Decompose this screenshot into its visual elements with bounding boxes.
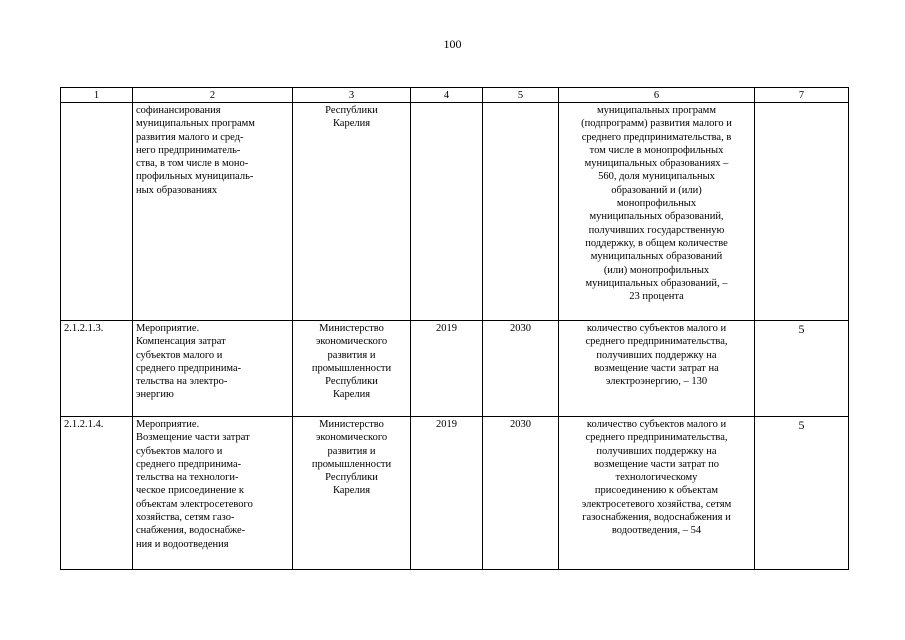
column-header-2: 2: [133, 88, 293, 103]
table-header-row: [61, 88, 849, 103]
row-name: софинансирования муниципальных программ развития малого и сред- него предприниматель- ства, в том числе в моно- профильных муниципаль- ных образованиях: [136, 105, 255, 196]
row-code: 2.1.2.1.4.: [64, 419, 104, 430]
row-executor-cell: [293, 321, 411, 417]
column-header-7: 7: [755, 88, 849, 103]
row-end-cell: [483, 417, 559, 570]
table-row: [61, 321, 849, 417]
row-start-year: 2019: [436, 419, 457, 430]
column-header-5: 5: [483, 88, 559, 103]
row-name-cell: [133, 321, 293, 417]
column-header-6: 6: [559, 88, 755, 103]
row-end-cell: [483, 103, 559, 321]
row-indicator-cell: [559, 103, 755, 321]
row-start-cell: [411, 103, 483, 321]
row-value-cell: [755, 103, 849, 321]
row-code-cell: [61, 103, 133, 321]
row-name-cell: [133, 417, 293, 570]
row-value-cell: [755, 417, 849, 570]
row-executor-cell: [293, 103, 411, 321]
row-end-cell: [483, 321, 559, 417]
column-header-1: 1: [61, 88, 133, 103]
row-value-cell: [755, 321, 849, 417]
row-name: Мероприятие. Компенсация затрат субъектов малого и среднего предпринима- тельства на электро- энергию: [136, 323, 242, 401]
row-start-cell: [411, 321, 483, 417]
row-indicator: муниципальных программ (подпрограмм) развития малого и среднего предпринимательства, в том числе в монопрофильных муниципальных образованиях – 560, доля муниципальных образований и (или) монопрофильных муниципальных образований, получивших государственную поддержку, в общем количестве муниципальных образований (или) монопрофильных муниципальных образований, – 23 процента: [581, 105, 732, 303]
row-name-cell: [133, 103, 293, 321]
row-name: Мероприятие. Возмещение части затрат субъектов малого и среднего предпринима- тельства на технологи- ческое присоединение к объектам электросетевого хозяйства, сетям газо- снабжения, водоснабже- ния и водоотведения: [136, 419, 253, 550]
row-value: 5: [798, 418, 805, 432]
table-row: [61, 417, 849, 570]
row-indicator: количество субъектов малого и среднего предпринимательства, получивших поддержку на возмещение части затрат на электроэнергию, – 130: [585, 323, 728, 388]
row-code: 2.1.2.1.3.: [64, 323, 104, 334]
row-executor-cell: [293, 417, 411, 570]
row-code-cell: [61, 417, 133, 570]
row-indicator-cell: [559, 417, 755, 570]
row-end-year: 2030: [510, 419, 531, 430]
row-executor: Министерство экономического развития и промышленности Республики Карелия: [311, 419, 392, 497]
row-indicator: количество субъектов малого и среднего предпринимательства, получивших поддержку на возмещение части затрат по технологическому присоединению к объектам электросетевого хозяйства, сетям газоснабжения, водоснабжения и водоотведения, – 54: [581, 419, 732, 537]
column-header-3: 3: [293, 88, 411, 103]
program-table: [60, 87, 849, 570]
row-start-cell: [411, 417, 483, 570]
row-value: 5: [798, 322, 805, 336]
row-indicator-cell: [559, 321, 755, 417]
row-executor: Республики Карелия: [325, 105, 378, 130]
row-code-cell: [61, 321, 133, 417]
row-executor: Министерство экономического развития и промышленности Республики Карелия: [311, 323, 392, 401]
row-start-year: 2019: [436, 323, 457, 334]
table-row: [61, 103, 849, 321]
column-header-4: 4: [411, 88, 483, 103]
row-end-year: 2030: [510, 323, 531, 334]
page-number: 100: [443, 37, 462, 51]
